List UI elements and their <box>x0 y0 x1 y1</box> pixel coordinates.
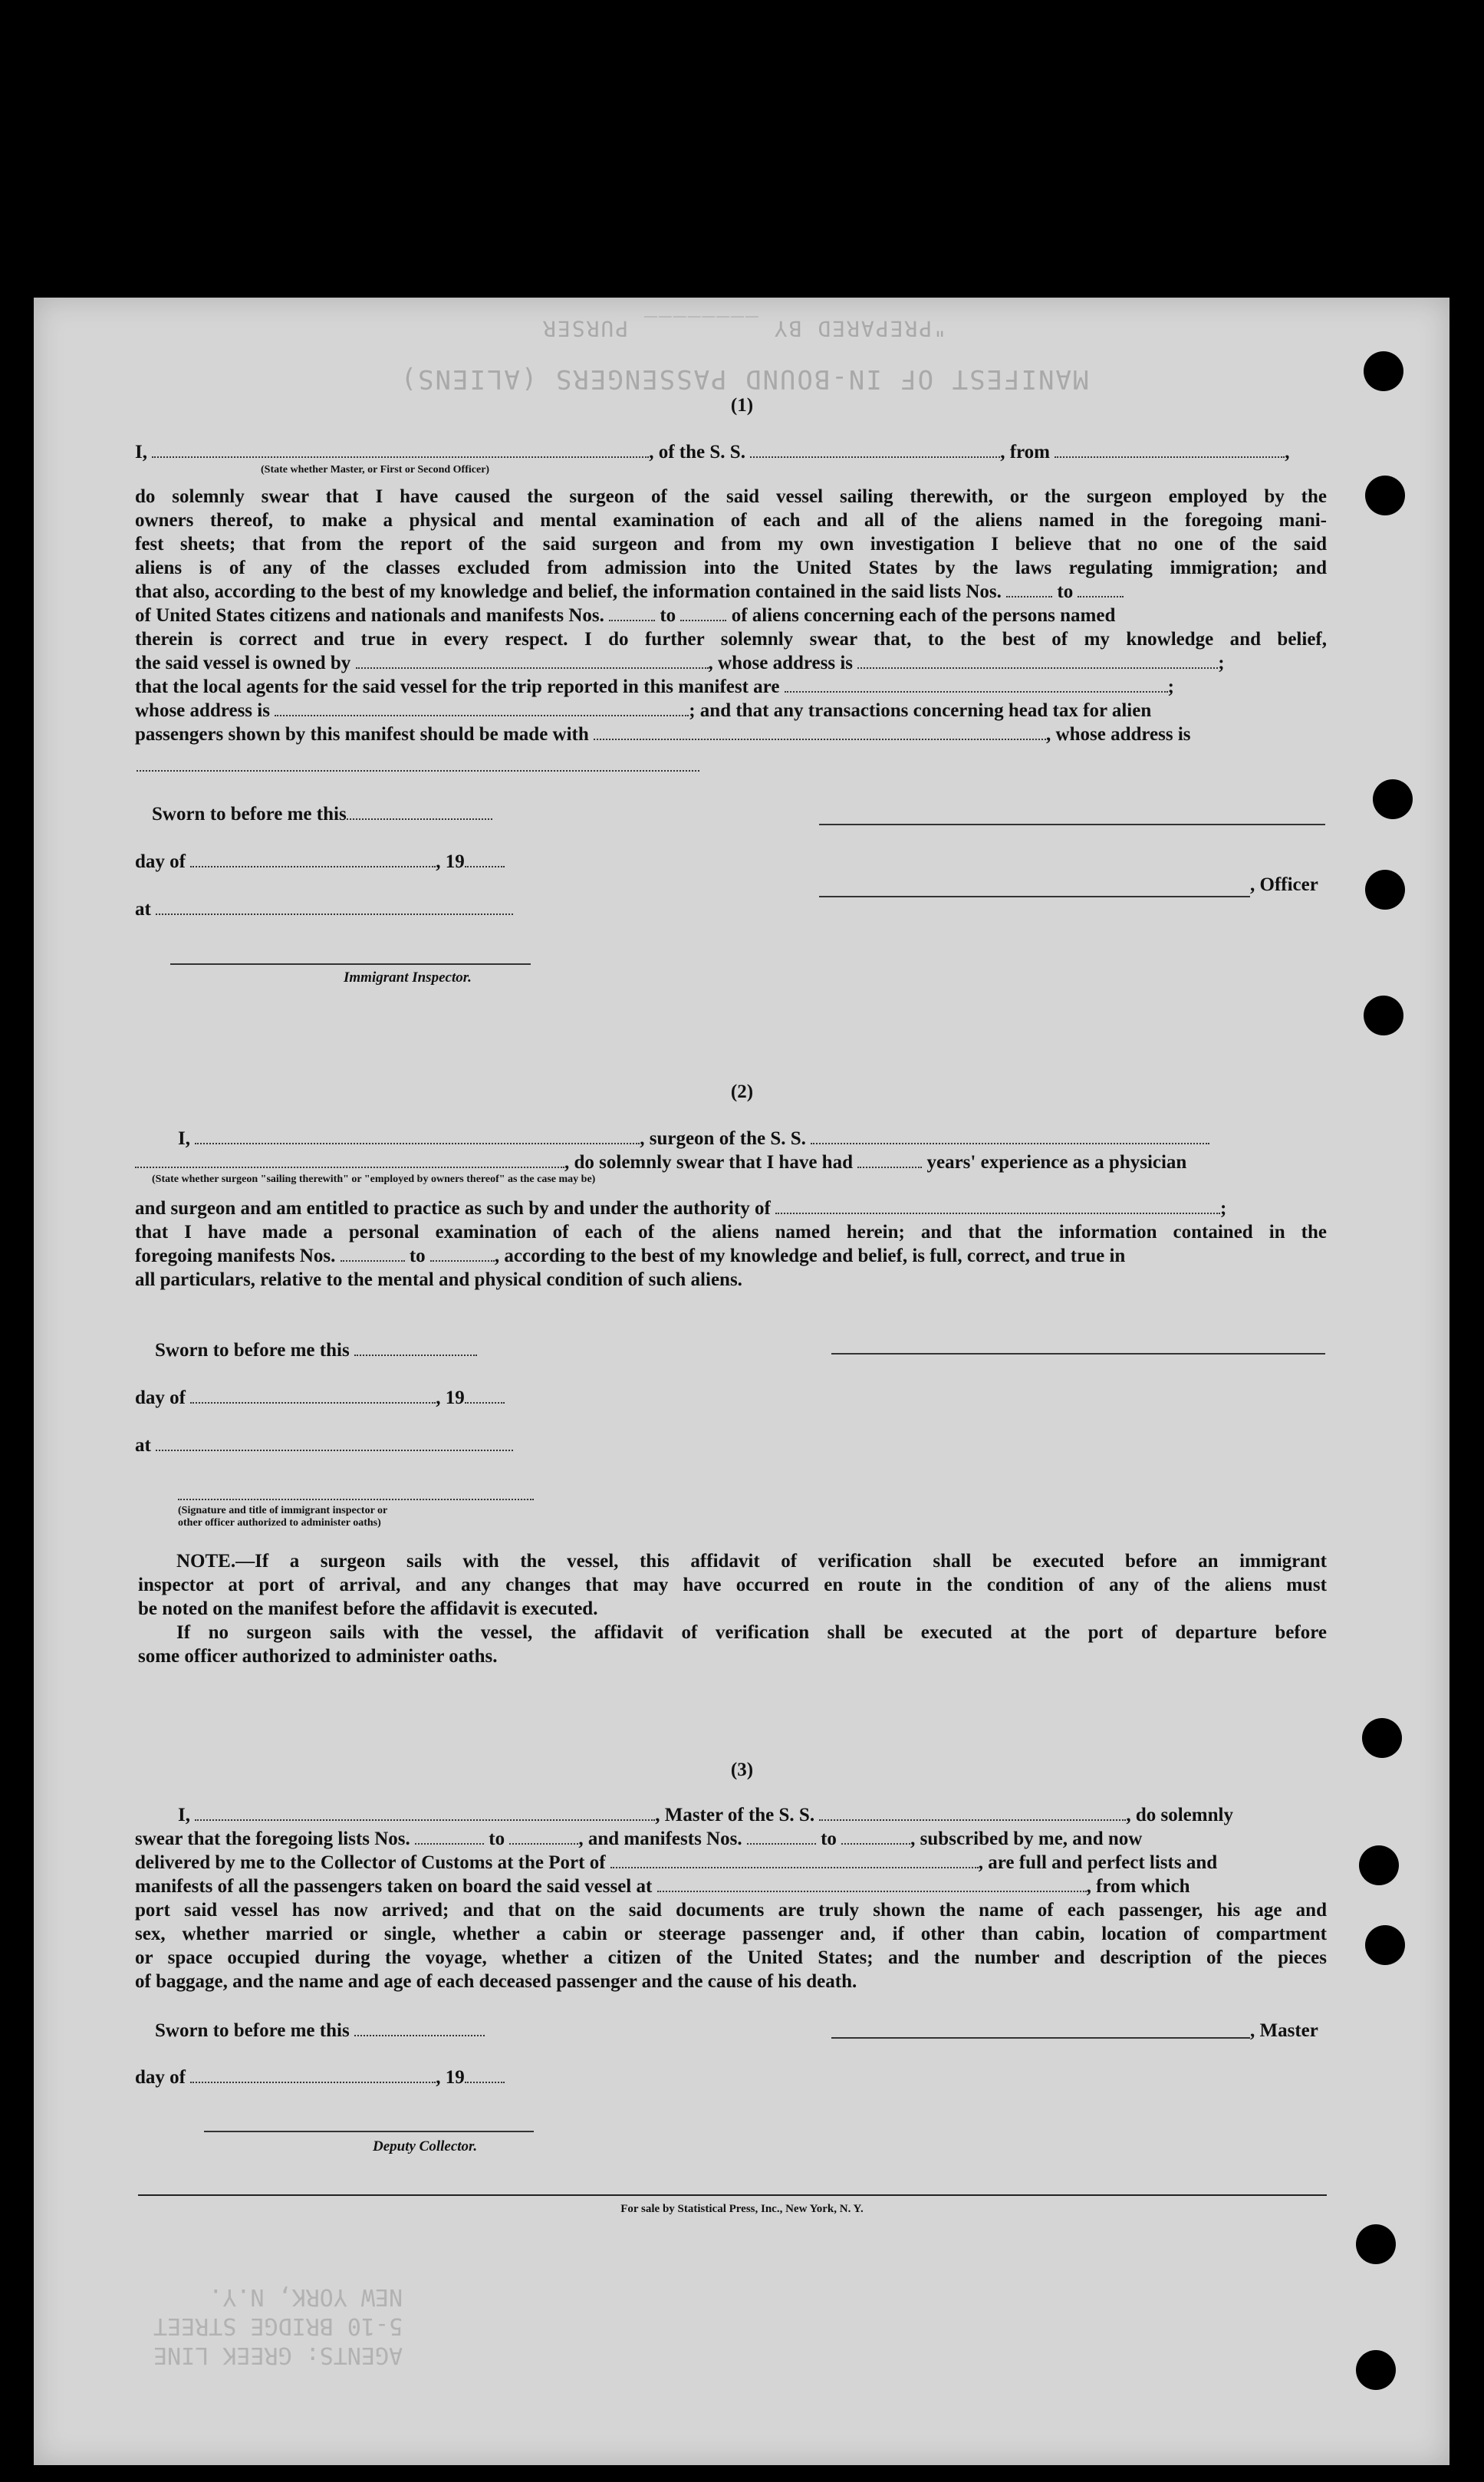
s2-note-line: NOTE.—If a surgeon sails with the vessel, this affidavit of verification shall be executed before an immigrant <box>176 1551 1327 1572</box>
s3-para-line: port said vessel has now arrived; and that on the said documents are truly shown the name of each passenger, his age and <box>135 1900 1327 1921</box>
s2-dayof: day of , 19 <box>135 1386 595 1410</box>
punch-hole <box>1364 351 1403 391</box>
s1-para-line: aliens is of any of the classes excluded from admission into the United States by the laws regulating immigration; and <box>135 558 1327 578</box>
s2-para-line: that I have made a personal examination of each of the aliens named herein; and that the information contained in the <box>135 1222 1327 1243</box>
punch-hole <box>1373 779 1413 819</box>
s2-signature-blank <box>178 1499 534 1500</box>
punch-hole <box>1365 476 1405 515</box>
s1-at: at <box>135 897 595 921</box>
s1-inspector-line <box>170 963 531 965</box>
s1-para-line: whose address is ; and that any transactions concerning head tax for alien <box>135 700 1152 721</box>
s3-para-line: or space occupied during the voyage, whether a citizen of the United States; and the number and description of the pieces <box>135 1947 1327 1968</box>
s2-sig-caption-2: other officer authorized to administer oaths) <box>178 1517 381 1529</box>
s1-para-line: passengers shown by this manifest should be made with , whose address is <box>135 724 1191 745</box>
punch-hole <box>1362 1718 1402 1758</box>
s1-inspector-label: Immigrant Inspector. <box>344 969 472 986</box>
s1-dayof: day of , 19 <box>135 850 595 874</box>
section-2-number: (2) <box>730 1081 754 1102</box>
s3-master-label: , Master <box>1250 2020 1318 2041</box>
punch-hole <box>1356 2350 1396 2390</box>
s1-line-1: I, , of the S. S. , from , <box>135 442 1290 462</box>
s2-note-line: If no surgeon sails with the vessel, the affidavit of verification shall be executed at the port of departure before <box>176 1622 1327 1643</box>
s2-surgeon-note: (State whether surgeon "sailing therewith" or "employed by owners thereof" as the case may be) <box>152 1174 596 1185</box>
bleed-through-title: MANIFEST OF IN-BOUND PASSENGERS (ALIENS) <box>399 364 1089 394</box>
s1-para-line: owners thereof, to make a physical and mental examination of each and all of the aliens named in the foregoing mani- <box>135 510 1327 531</box>
s3-line-4: manifests of all the passengers taken on board the said vessel at , from which <box>135 1876 1190 1897</box>
s1-officer-label: , Officer <box>1250 874 1318 895</box>
s3-para-line: of baggage, and the name and age of each deceased passenger and the cause of his death. <box>135 1971 857 1992</box>
s2-para-line: foregoing manifests Nos. to , according to the best of my knowledge and belief, is full, correct, and true in <box>135 1246 1126 1266</box>
s2-line-2: , do solemnly swear that I have had years' experience as a physician <box>135 1150 1331 1174</box>
footer-rule <box>138 2194 1327 2196</box>
s1-officer-note: (State whether Master, or First or Second Officer) <box>261 464 490 476</box>
s2-at: at <box>135 1434 595 1457</box>
s1-para-line: do solemnly swear that I have caused the surgeon of the said vessel sailing therewith, or the surgeon employed by the <box>135 486 1327 507</box>
s1-address-blank <box>137 770 699 772</box>
s2-para-line: all particulars, relative to the mental and physical condition of such aliens. <box>135 1269 742 1290</box>
s1-para-line: of United States citizens and nationals and manifests Nos. to of aliens concerning each of the persons named <box>135 605 1116 626</box>
s2-note-line: be noted on the manifest before the affidavit is executed. <box>138 1598 598 1619</box>
bleed-through-header: "PREPARED BY ________ PURSER <box>541 316 947 341</box>
punch-hole <box>1365 870 1405 910</box>
s3-para-line: sex, whether married or single, whether a cabin or steerage passenger and, if other than cabin, location of compartment <box>135 1924 1327 1944</box>
s2-sig-caption-1: (Signature and title of immigrant inspector or <box>178 1505 388 1516</box>
s1-officer-line <box>819 896 1250 897</box>
s1-signature-line <box>819 824 1325 825</box>
section-1-number: (1) <box>730 395 754 416</box>
s3-deputy-line <box>204 2131 534 2132</box>
s2-signature-line <box>831 1353 1325 1355</box>
s2-para-line: and surgeon and am entitled to practice as such by and under the authority of ; <box>135 1198 1227 1219</box>
s3-line-1: I, , Master of the S. S. , do solemnly <box>178 1805 1233 1825</box>
s3-dayof: day of , 19 <box>135 2066 595 2089</box>
s3-line-2: swear that the foregoing lists Nos. to , and manifests Nos. to , subscribed by me, and now <box>135 1829 1143 1849</box>
s1-para-line: therein is correct and true in every respect. I do further solemnly swear that, to the best of my knowledge and belief, <box>135 629 1327 650</box>
punch-hole <box>1365 1925 1405 1965</box>
section-3-number: (3) <box>730 1759 754 1780</box>
s1-para-line: that also, according to the best of my knowledge and belief, the information contained in the said lists Nos. to <box>135 580 1327 604</box>
s3-line-3: delivered by me to the Collector of Customs at the Port of , are full and perfect lists and <box>135 1852 1218 1873</box>
s3-deputy-label: Deputy Collector. <box>373 2138 478 2154</box>
agent-stamp: AGENTS: GREEK LINE 5-10 BRIDGE STREET NEW YORK, N.Y. <box>153 2283 403 2368</box>
s2-line-1: I, , surgeon of the S. S. <box>178 1127 1328 1150</box>
s1-sworn: Sworn to before me this <box>152 802 612 826</box>
punch-hole <box>1356 2224 1396 2264</box>
s1-para-line: that the local agents for the said vessel for the trip reported in this manifest are ; <box>135 676 1174 697</box>
s3-master-line <box>831 2037 1250 2039</box>
printer-footer: For sale by Statistical Press, Inc., New York, N. Y. <box>620 2203 864 2215</box>
s1-para-line: the said vessel is owned by , whose address is ; <box>135 653 1225 673</box>
punch-hole <box>1359 1845 1399 1885</box>
s2-note-line: some officer authorized to administer oaths. <box>138 1646 498 1667</box>
s2-note-line: inspector at port of arrival, and any changes that may have occurred en route in the condition of any of the aliens must <box>138 1575 1327 1595</box>
punch-hole <box>1364 996 1403 1035</box>
s1-para-line: fest sheets; that from the report of the said surgeon and from my own investigation I believe that no one of the said <box>135 534 1327 555</box>
s3-sworn: Sworn to before me this <box>155 2019 615 2043</box>
s2-sworn: Sworn to before me this <box>155 1338 615 1362</box>
